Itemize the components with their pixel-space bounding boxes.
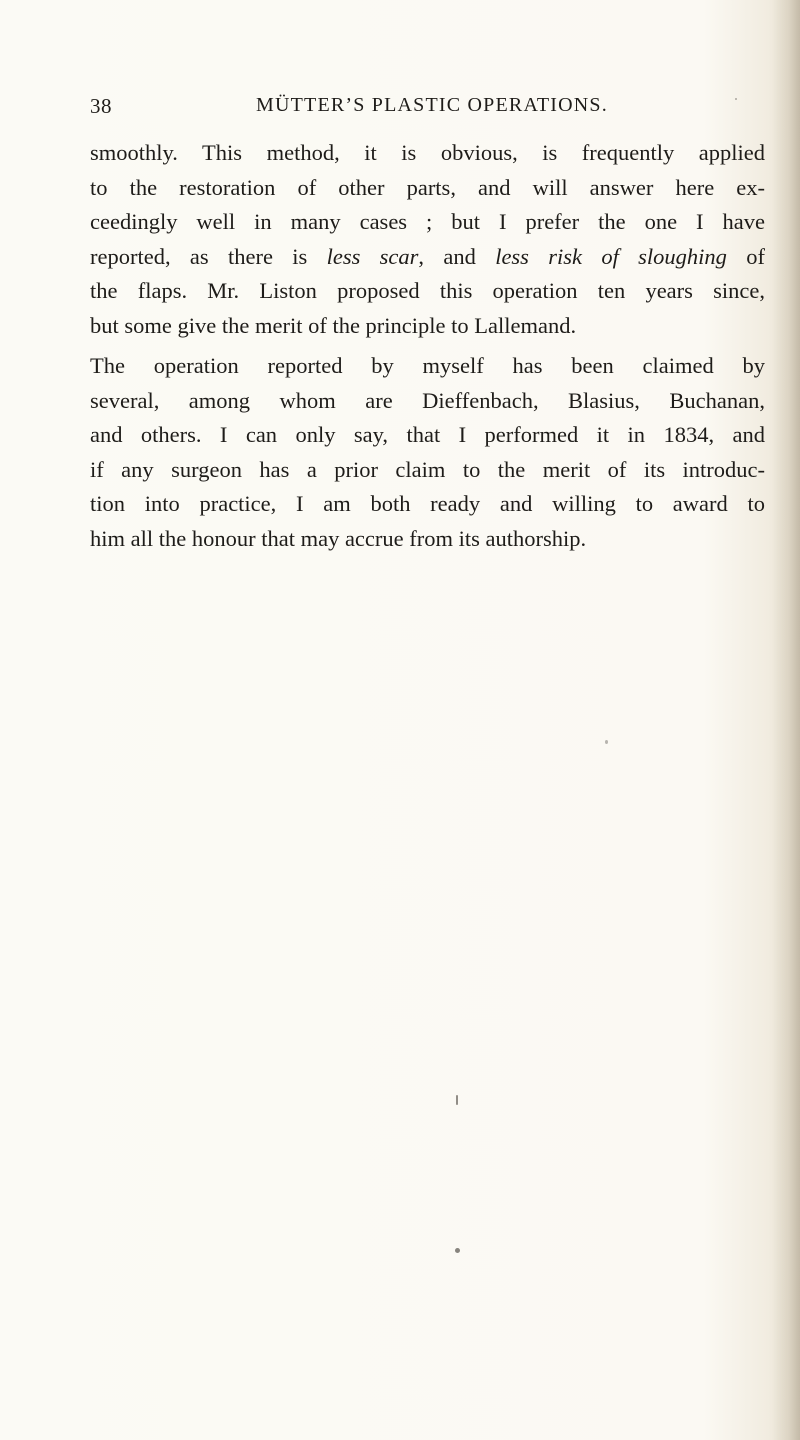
body-text — [90, 136, 765, 556]
running-head: MÜTTER’S PLASTIC OPERATIONS. — [256, 94, 608, 116]
text-line: reported, as there is less scar, and less risk of sloughing of — [90, 243, 765, 269]
text-line: smoothly. This method, it is obvious, is frequently applied — [90, 140, 765, 165]
italic-phrase: less scar — [326, 243, 419, 269]
text-line: several, among whom are Dieffenbach, Blasius, Buchanan, — [90, 387, 765, 413]
text-line: but some give the merit of the principle to Lallemand. — [90, 312, 577, 338]
paper-speck — [605, 740, 608, 744]
text-line: him all the honour that may accrue from its authorship. — [90, 525, 587, 551]
text-line: The operation reported by myself has been claimed by — [90, 353, 765, 378]
text-line: to the restoration of other parts, and will answer here ex- — [90, 174, 765, 200]
italic-phrase: less risk of sloughing — [495, 243, 727, 269]
paper-speck — [456, 1095, 458, 1105]
text-line: the flaps. Mr. Liston proposed this operation ten years since, — [90, 278, 765, 303]
paper-speck — [735, 98, 737, 100]
paragraph-2 — [90, 349, 765, 556]
text-line: ceedingly well in many cases ; but I prefer the one I have — [90, 209, 765, 234]
paragraph-1 — [90, 136, 765, 343]
text-line: and others. I can only say, that I performed it in 1834, and — [90, 422, 765, 447]
paper-speck — [455, 1248, 460, 1253]
page-header — [90, 94, 770, 122]
text-line: tion into practice, I am both ready and willing to award to — [90, 491, 765, 516]
text-line: if any surgeon has a prior claim to the merit of its introduc- — [90, 456, 765, 482]
page-edge-shadow — [772, 0, 800, 1440]
page-number: 38 — [90, 94, 112, 118]
